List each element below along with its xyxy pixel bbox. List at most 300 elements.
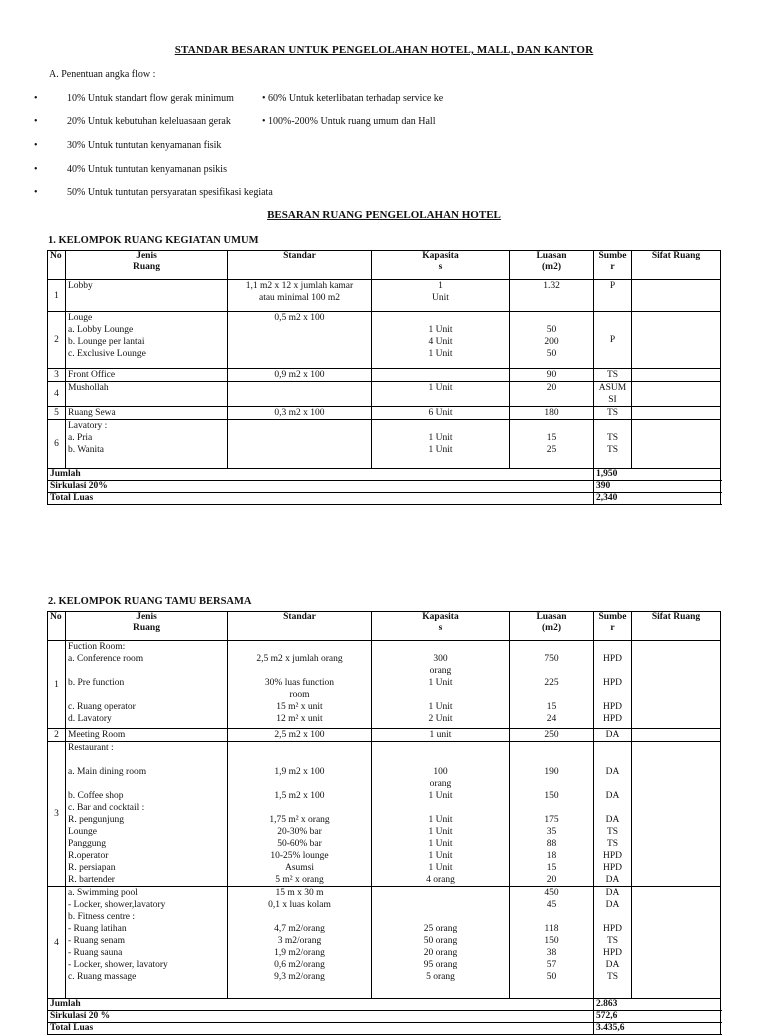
kapasitas-line: 1 Unit <box>428 851 453 861</box>
row-number: 2 <box>48 729 66 742</box>
standar-cell <box>228 369 372 382</box>
luasan-cell <box>510 742 594 887</box>
kapasitas-line: 4 orang <box>426 875 455 885</box>
kapasitas-line: 1 Unit <box>428 678 453 688</box>
luasan-line: 450 <box>544 888 559 898</box>
jenis-line: R. pengunjung <box>68 815 124 825</box>
row-number: 6 <box>48 420 66 469</box>
column-header-standar: Standar <box>228 251 372 280</box>
luasan-line: 18 <box>546 851 557 861</box>
table-kelompok-ruang-kegiatan-umum <box>47 250 721 505</box>
standar-line <box>230 336 369 348</box>
bullet-icon: • <box>34 164 38 175</box>
column-header-luasan: Luasan (m2) <box>510 251 594 280</box>
luasan-line: 750 <box>544 654 559 664</box>
luasan-line <box>512 742 591 754</box>
kapasitas-cell <box>372 280 510 312</box>
jenis-line: - Locker, shower,lavatory <box>68 900 166 910</box>
jenis-line: a. Conference room <box>68 654 144 664</box>
luasan-line: 45 <box>546 900 557 910</box>
luasan-line: 190 <box>544 767 559 777</box>
kapasitas-line: 1 Unit <box>428 383 453 393</box>
total-label: Sirkulasi 20% <box>48 481 594 493</box>
kapasitas-line: 20 orang <box>423 948 458 958</box>
standar-line <box>230 665 369 677</box>
jenis-line: c. Ruang operator <box>68 702 136 712</box>
jenis-cell <box>66 641 228 729</box>
column-header-kapasitas: Kapasita s <box>372 251 510 280</box>
luasan-cell <box>510 382 594 407</box>
sumber-cell <box>594 407 632 420</box>
column-header-sifat-ruang: Sifat Ruang <box>632 612 721 641</box>
total-label: Total Luas <box>48 493 594 505</box>
jenis-line: d. Lavatory <box>68 714 112 724</box>
luasan-line <box>512 312 591 324</box>
row-number: 1 <box>48 641 66 729</box>
standar-line: 0,9 m2 x 100 <box>274 370 325 380</box>
kapasitas-line: Unit <box>432 293 449 303</box>
luasan-line: 20 <box>546 383 557 393</box>
sumber-line: HPD <box>602 924 622 934</box>
luasan-line: 175 <box>544 815 559 825</box>
sumber-line: TS <box>606 370 619 380</box>
sumber-line <box>596 742 629 754</box>
sumber-line <box>596 420 629 432</box>
column-header-kapasitas: Kapasita s <box>372 612 510 641</box>
luasan-cell <box>510 641 594 729</box>
sumber-line: P <box>609 281 616 291</box>
sumber-line: DA <box>605 791 620 801</box>
luasan-line: 50 <box>546 972 557 982</box>
kapasitas-line: 4 Unit <box>428 337 453 347</box>
standar-line: 2,5 m2 x jumlah orang <box>256 654 343 664</box>
luasan-cell <box>510 729 594 742</box>
table-row <box>48 742 721 887</box>
table-kelompok-ruang-tamu-bersama <box>47 611 721 1035</box>
jenis-line: Fuction Room: <box>68 642 126 652</box>
standar-line <box>230 802 369 814</box>
kapasitas-line: 1 Unit <box>428 827 453 837</box>
sumber-cell <box>594 887 632 999</box>
column-header-no: No <box>48 612 66 641</box>
luasan-cell <box>510 312 594 369</box>
standar-line <box>230 641 369 653</box>
kapasitas-line: 1 Unit <box>428 325 453 335</box>
kapasitas-line: 95 orang <box>423 960 458 970</box>
kapasitas-line: 1 Unit <box>428 839 453 849</box>
standar-cell <box>228 729 372 742</box>
standar-line: atau minimal 100 m2 <box>258 293 340 303</box>
sumber-line: DA <box>605 888 620 898</box>
sumber-line: DA <box>605 767 620 777</box>
jenis-line <box>68 665 225 677</box>
standar-line <box>230 348 369 360</box>
kapasitas-line <box>374 369 507 381</box>
standar-line: 2,5 m2 x 100 <box>274 730 325 740</box>
sumber-line <box>596 641 629 653</box>
jenis-line: c. Bar and cocktail : <box>68 803 145 813</box>
standar-line: 5 m² x orang <box>275 875 324 885</box>
jenis-line <box>68 778 225 790</box>
standar-line: 10-25% lounge <box>270 851 329 861</box>
sifat-ruang-cell <box>632 641 721 729</box>
row-number: 3 <box>48 742 66 887</box>
sumber-line: DA <box>605 960 620 970</box>
luasan-line: 150 <box>544 791 559 801</box>
jenis-cell <box>66 729 228 742</box>
sumber-line <box>596 911 629 923</box>
sumber-line: P <box>609 335 616 345</box>
luasan-line: 50 <box>546 325 557 335</box>
row-number: 1 <box>48 280 66 312</box>
sumber-cell <box>594 420 632 469</box>
kapasitas-line <box>374 899 507 911</box>
jenis-line: Lavatory : <box>68 421 108 431</box>
luasan-cell <box>510 280 594 312</box>
luasan-line: 250 <box>544 730 559 740</box>
standar-cell <box>228 887 372 999</box>
standar-line: room <box>289 690 310 700</box>
luasan-cell <box>510 407 594 420</box>
jenis-line: b. Lounge per lantai <box>68 337 145 347</box>
standar-cell <box>228 382 372 407</box>
sumber-line: HPD <box>602 714 622 724</box>
standar-line <box>230 911 369 923</box>
sumber-line: HPD <box>602 654 622 664</box>
kapasitas-cell <box>372 312 510 369</box>
jenis-cell <box>66 382 228 407</box>
total-row <box>48 1011 721 1023</box>
kapasitas-line: orang <box>429 779 452 789</box>
jenis-line <box>68 754 225 766</box>
standar-line: 15 m² x unit <box>276 702 323 712</box>
table-header-row <box>48 251 721 280</box>
luasan-line: 225 <box>544 678 559 688</box>
kapasitas-line: 1 Unit <box>428 791 453 801</box>
sumber-cell <box>594 280 632 312</box>
sumber-line: TS <box>606 972 619 982</box>
column-header-sifat-ruang: Sifat Ruang <box>632 251 721 280</box>
luasan-line <box>512 665 591 677</box>
jenis-line: a. Lobby Lounge <box>68 325 134 335</box>
kapasitas-line <box>374 802 507 814</box>
table-row <box>48 641 721 729</box>
column-header-sumber: Sumbe r <box>594 251 632 280</box>
kapasitas-line: 6 Unit <box>428 408 453 418</box>
table-row <box>48 312 721 369</box>
luasan-line: 15 <box>546 433 557 443</box>
sumber-line: TS <box>606 827 619 837</box>
kapasitas-line: 1 unit <box>429 730 452 740</box>
kapasitas-line: 50 orang <box>423 936 458 946</box>
kapasitas-line: 5 orang <box>426 972 455 982</box>
total-value: 1,950 <box>594 469 721 481</box>
sumber-cell <box>594 382 632 407</box>
standar-line: 3 m2/orang <box>277 936 322 946</box>
standar-line: 15 m x 30 m <box>275 888 324 898</box>
standar-line: 20-30% bar <box>277 827 322 837</box>
kapasitas-cell <box>372 407 510 420</box>
standar-line: 50-60% bar <box>277 839 322 849</box>
standar-line: 0,3 m2 x 100 <box>274 408 325 418</box>
section-2-heading: 2. KELOMPOK RUANG TAMU BERSAMA <box>48 596 252 607</box>
jenis-line: b. Pre function <box>68 678 125 688</box>
table-row <box>48 729 721 742</box>
sumber-line: HPD <box>602 702 622 712</box>
jenis-line: b. Coffee shop <box>68 791 124 801</box>
row-number: 5 <box>48 407 66 420</box>
kapasitas-line: orang <box>429 666 452 676</box>
kapasitas-line: 1 Unit <box>428 815 453 825</box>
standar-line: 30% luas function <box>264 678 335 688</box>
standar-cell <box>228 742 372 887</box>
sumber-line: DA <box>605 875 620 885</box>
sumber-line: DA <box>605 730 620 740</box>
jenis-line: - Locker, shower, lavatory <box>68 960 168 970</box>
sumber-cell <box>594 641 632 729</box>
jenis-cell <box>66 312 228 369</box>
sumber-line: ASUM <box>598 383 627 393</box>
hotel-section-title: BESARAN RUANG PENGELOLAHAN HOTEL <box>267 209 501 221</box>
sumber-line: TS <box>606 839 619 849</box>
luasan-line: 88 <box>546 839 557 849</box>
standar-line <box>230 324 369 336</box>
luasan-line <box>512 802 591 814</box>
luasan-line: 150 <box>544 936 559 946</box>
kapasitas-cell <box>372 887 510 999</box>
jenis-cell <box>66 280 228 312</box>
table-row <box>48 420 721 469</box>
luasan-line: 35 <box>546 827 557 837</box>
jenis-line: a. Swimming pool <box>68 888 138 898</box>
column-header-luasan: Luasan (m2) <box>510 612 594 641</box>
luasan-line <box>512 754 591 766</box>
column-header-standar: Standar <box>228 612 372 641</box>
jenis-line: R.operator <box>68 851 109 861</box>
luasan-line: 20 <box>546 875 557 885</box>
sumber-line <box>596 802 629 814</box>
luasan-line: 25 <box>546 445 557 455</box>
standar-line: 1,9 m2 x 100 <box>274 767 325 777</box>
jenis-line: Panggung <box>68 839 106 849</box>
sifat-ruang-cell <box>632 729 721 742</box>
luasan-line: 90 <box>546 370 557 380</box>
sumber-line: TS <box>606 433 619 443</box>
sifat-ruang-cell <box>632 420 721 469</box>
standar-line: 9,3 m2/orang <box>274 972 325 982</box>
luasan-line <box>512 778 591 790</box>
total-row <box>48 1023 721 1035</box>
jenis-line: Lounge <box>68 827 98 837</box>
sifat-ruang-cell <box>632 407 721 420</box>
kapasitas-line <box>374 420 507 432</box>
kapasitas-line: 1 <box>438 281 443 291</box>
table-row <box>48 280 721 312</box>
jenis-line: c. Ruang massage <box>68 972 137 982</box>
luasan-line <box>512 420 591 432</box>
standar-line <box>230 742 369 754</box>
kapasitas-line: 100 <box>433 767 448 777</box>
standar-line: 1,75 m² x orang <box>269 815 330 825</box>
table-row <box>48 887 721 999</box>
kapasitas-cell <box>372 729 510 742</box>
sumber-line: HPD <box>602 863 622 873</box>
standar-line <box>230 382 369 394</box>
luasan-line: 180 <box>544 408 559 418</box>
luasan-line: 50 <box>546 349 557 359</box>
kapasitas-line: 25 orang <box>423 924 458 934</box>
column-header-jenis-ruang: Jenis Ruang <box>66 612 228 641</box>
sumber-line: DA <box>605 815 620 825</box>
total-value: 390 <box>594 481 721 493</box>
total-value: 3.435,6 <box>594 1023 721 1035</box>
standar-line: 1,5 m2 x 100 <box>274 791 325 801</box>
standar-line: Asumsi <box>284 863 315 873</box>
sumber-line: HPD <box>602 948 622 958</box>
luasan-line <box>512 689 591 701</box>
jenis-line: b. Fitness centre : <box>68 912 136 922</box>
luasan-line: 200 <box>544 337 559 347</box>
total-row <box>48 469 721 481</box>
jenis-line: Ruang Sewa <box>68 408 116 418</box>
kapasitas-line <box>374 312 507 324</box>
column-header-jenis-ruang: Jenis Ruang <box>66 251 228 280</box>
sumber-cell <box>594 729 632 742</box>
jenis-line: Lobby <box>68 281 93 291</box>
standar-line: 4,7 m2/orang <box>274 924 325 934</box>
row-number: 4 <box>48 887 66 999</box>
flow-intro: A. Penentuan angka flow : <box>49 69 156 80</box>
total-row <box>48 493 721 505</box>
total-row <box>48 999 721 1011</box>
sifat-ruang-cell <box>632 887 721 999</box>
table-header-row <box>48 612 721 641</box>
kapasitas-line <box>374 641 507 653</box>
sumber-line: TS <box>606 445 619 455</box>
kapasitas-line: 2 Unit <box>428 714 453 724</box>
standar-cell <box>228 641 372 729</box>
standar-line: 0,1 x luas kolam <box>268 900 331 910</box>
sumber-line <box>596 754 629 766</box>
luasan-line <box>512 641 591 653</box>
jenis-line: - Ruang sauna <box>68 948 123 958</box>
jenis-line: a. Main dining room <box>68 767 147 777</box>
luasan-cell <box>510 887 594 999</box>
jenis-cell <box>66 369 228 382</box>
sifat-ruang-cell <box>632 369 721 382</box>
total-value: 572,6 <box>594 1011 721 1023</box>
kapasitas-line: 300 <box>433 654 448 664</box>
luasan-cell <box>510 369 594 382</box>
row-number: 2 <box>48 312 66 369</box>
sumber-line <box>596 778 629 790</box>
total-value: 2.863 <box>594 999 721 1011</box>
jenis-line: R. persiapan <box>68 863 116 873</box>
luasan-line: 15 <box>546 702 557 712</box>
luasan-line <box>512 911 591 923</box>
jenis-line: - Ruang senam <box>68 936 125 946</box>
jenis-line: Mushollah <box>68 383 109 393</box>
jenis-line: Louge <box>68 313 93 323</box>
column-header-sumber: Sumbe r <box>594 612 632 641</box>
sifat-ruang-cell <box>632 382 721 407</box>
kapasitas-line <box>374 754 507 766</box>
kapasitas-line: 1 Unit <box>428 863 453 873</box>
kapasitas-line: 1 Unit <box>428 445 453 455</box>
kapasitas-cell <box>372 369 510 382</box>
jenis-line: a. Pria <box>68 433 93 443</box>
standar-cell <box>228 280 372 312</box>
sumber-cell <box>594 742 632 887</box>
kapasitas-line <box>374 689 507 701</box>
luasan-cell <box>510 420 594 469</box>
total-label: Jumlah <box>48 469 594 481</box>
jenis-cell <box>66 887 228 999</box>
sumber-line: TS <box>606 936 619 946</box>
bullet-icon: • <box>34 187 38 198</box>
sifat-ruang-cell <box>632 280 721 312</box>
jenis-line <box>68 689 225 701</box>
row-number: 3 <box>48 369 66 382</box>
row-number: 4 <box>48 382 66 407</box>
sifat-ruang-cell <box>632 742 721 887</box>
standar-cell <box>228 312 372 369</box>
standar-line: 0,5 m2 x 100 <box>274 313 325 323</box>
jenis-cell <box>66 742 228 887</box>
total-label: Jumlah <box>48 999 594 1011</box>
standar-line <box>230 778 369 790</box>
sumber-line: TS <box>606 408 619 418</box>
total-value: 2,340 <box>594 493 721 505</box>
sumber-line <box>596 665 629 677</box>
jenis-line: c. Exclusive Lounge <box>68 349 146 359</box>
bullet-icon: • <box>34 116 38 127</box>
kapasitas-line <box>374 911 507 923</box>
luasan-line: 24 <box>546 714 557 724</box>
jenis-cell <box>66 420 228 469</box>
jenis-line: Front Office <box>68 370 116 380</box>
sifat-ruang-cell <box>632 312 721 369</box>
section-1-heading: 1. KELOMPOK RUANG KEGIATAN UMUM <box>48 235 259 246</box>
kapasitas-cell <box>372 641 510 729</box>
jenis-line: Restaurant : <box>68 743 114 753</box>
table-row <box>48 382 721 407</box>
sumber-cell <box>594 312 632 369</box>
standar-line <box>230 420 369 432</box>
kapasitas-line <box>374 887 507 899</box>
luasan-line: 1.32 <box>543 281 560 291</box>
page-title: STANDAR BESARAN UNTUK PENGELOLAHAN HOTEL, MALL, DAN KANTOR <box>174 44 594 56</box>
kapasitas-line: 1 Unit <box>428 433 453 443</box>
standar-cell <box>228 420 372 469</box>
kapasitas-line: 1 Unit <box>428 702 453 712</box>
jenis-line: b. Wanita <box>68 445 104 455</box>
kapasitas-cell <box>372 420 510 469</box>
total-label: Sirkulasi 20 % <box>48 1011 594 1023</box>
bullet-icon: • <box>34 93 38 104</box>
luasan-line: 15 <box>546 863 557 873</box>
total-row <box>48 481 721 493</box>
jenis-line: Meeting Room <box>68 730 126 740</box>
column-header-no: No <box>48 251 66 280</box>
kapasitas-line: 1 Unit <box>428 349 453 359</box>
standar-line: 0,6 m2/orang <box>274 960 325 970</box>
kapasitas-cell <box>372 382 510 407</box>
jenis-line: - Ruang latihan <box>68 924 127 934</box>
sumber-line: HPD <box>602 678 622 688</box>
total-label: Total Luas <box>48 1023 594 1035</box>
luasan-line: 38 <box>546 948 557 958</box>
